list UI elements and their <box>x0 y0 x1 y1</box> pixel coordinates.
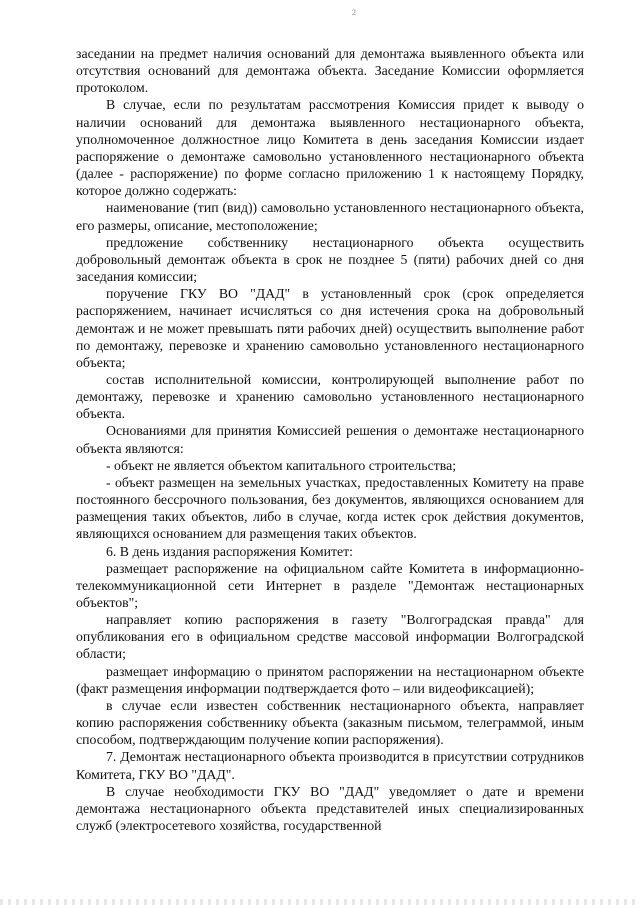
paragraph: заседании на предмет наличия оснований для демонтажа выявленного объекта или отсутствия оснований для демонтажа объекта. Заседание Комиссии оформляется протоколом. <box>76 46 584 96</box>
paragraph: предложение собственнику нестационарного объекта осуществить добровольный демонтаж объекта в срок не позднее 5 (пяти) рабочих дней со дня заседания комиссии; <box>76 234 584 285</box>
paragraph: 7. Демонтаж нестационарного объекта производится в присутствии сотрудников Комитета, ГКУ ВО "ДАД". <box>76 749 584 782</box>
paragraph: наименование (тип (вид)) самовольно установленного нестационарного объекта, его размеры, описание, местоположение; <box>76 200 584 233</box>
scan-edge-artifact <box>0 899 640 905</box>
paragraph: в случае если известен собственник нестационарного объекта, направляет копию распоряжения собственнику объекта (заказным письмом, телеграммой, иным способом, подтверждающим получение копии распоряжения). <box>76 697 584 748</box>
paragraph: - объект размещен на земельных участках, предоставленных Комитету на праве постоянного бессрочного пользования, без документов, являющихся основанием для размещения таких объектов, либо в случае, когда истек срок действия документов, являющихся основанием для размещения таких объектов. <box>76 474 584 542</box>
page-number: 2 <box>352 8 356 17</box>
paragraph: поручение ГКУ ВО "ДАД" в установленный срок (срок определяется распоряжением, начинает исчисляться со дня истечения срока на добровольный демонтаж и не может превышать пяти рабочих дней) осуществить выполнение работ по демонтажу, перевозке и хранению самовольно установленного нестационарного объекта; <box>76 286 584 370</box>
paragraph: состав исполнительной комиссии, контролирующей выполнение работ по демонтажу, перевозке и хранению самовольно установленного нестационарного объекта. <box>76 371 584 422</box>
paragraph: Основаниями для принятия Комиссией решения о демонтаже нестационарного объекта являются: <box>76 423 584 456</box>
paragraph: В случае, если по результатам рассмотрения Комиссия придет к выводу о наличии оснований для демонтажа выявленного нестационарного объекта, уполномоченное должностное лицо Комитета в день заседания Комиссии издает распоряжение о демонтаже самовольно установленного нестационарного объекта (далее - распоряжение) по форме согласно приложению 1 к настоящему Порядку, которое должно содержать: <box>76 97 584 199</box>
document-body <box>76 45 584 834</box>
paragraph: направляет копию распоряжения в газету "Волгоградская правда" для опубликования его в официальном средстве массовой информации Волгоградской области; <box>76 612 584 662</box>
paragraph: В случае необходимости ГКУ ВО "ДАД" уведомляет о дате и времени демонтажа нестационарного объекта представителей иных специализированных служб (электросетевого хозяйства, государственной <box>76 783 584 834</box>
paragraph: размещает распоряжение на официальном сайте Комитета в информационно-телекоммуникационной сети Интернет в разделе "Демонтаж нестационарных объектов"; <box>76 560 584 610</box>
paragraph: 6. В день издания распоряжения Комитет: <box>106 543 353 559</box>
paragraph: - объект не является объектом капитального строительства; <box>106 457 457 473</box>
paragraph: размещает информацию о принятом распоряжении на нестационарном объекте (факт размещения информации подтверждается фото – или видеофиксацией); <box>76 663 584 696</box>
